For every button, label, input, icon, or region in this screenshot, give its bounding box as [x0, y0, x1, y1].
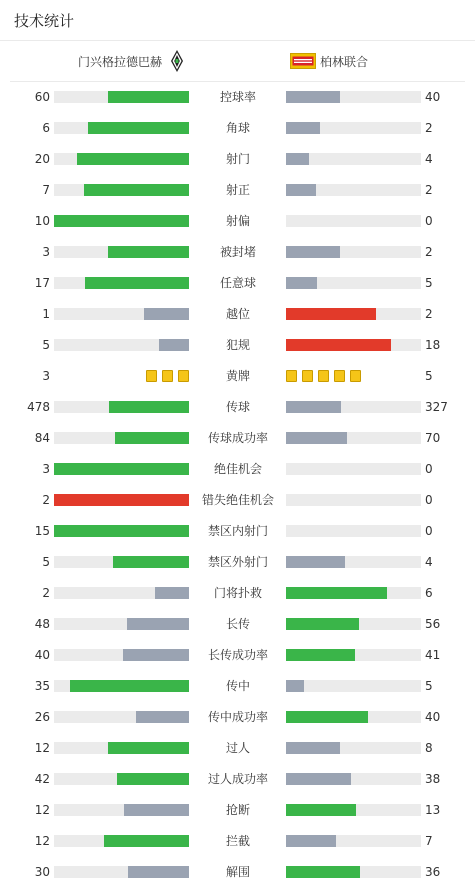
- away-value: 6: [425, 586, 433, 600]
- yellow-card-icon: [146, 370, 157, 382]
- home-value: 3: [42, 462, 50, 476]
- stat-label: 射偏: [225, 214, 250, 228]
- home-bar-track: [54, 91, 189, 103]
- home-bar-track: [54, 277, 189, 289]
- stat-row: [0, 795, 475, 826]
- away-bar-fill: [286, 742, 340, 754]
- stat-row: [0, 640, 475, 671]
- stat-label: 禁区内射门: [207, 524, 268, 538]
- home-bar-fill: [113, 556, 189, 568]
- stat-row: [0, 299, 475, 330]
- away-bar-fill: [286, 866, 360, 878]
- home-bar-fill: [70, 680, 189, 692]
- away-bar-fill: [286, 649, 355, 661]
- stat-label: 犯规: [225, 338, 250, 352]
- home-value: 20: [34, 152, 50, 166]
- away-bar-track: [286, 525, 421, 537]
- stat-row: [0, 237, 475, 268]
- stat-row: [0, 361, 475, 392]
- home-value: 42: [34, 772, 50, 786]
- stat-row: [0, 547, 475, 578]
- away-value: 36: [425, 865, 441, 879]
- away-value: 5: [425, 276, 433, 290]
- stat-row: [0, 609, 475, 640]
- home-bar-track: [54, 153, 189, 165]
- home-bar-fill: [54, 463, 189, 475]
- away-bar-track: [286, 680, 421, 692]
- home-bar-fill: [127, 618, 189, 630]
- home-bar-track: [54, 866, 189, 878]
- stat-label: 传球成功率: [207, 431, 268, 445]
- away-value: 18: [425, 338, 441, 352]
- stat-label: 错失绝佳机会: [201, 493, 274, 507]
- away-bar-track: [286, 277, 421, 289]
- stat-row: [0, 516, 475, 547]
- away-bar-fill: [286, 91, 340, 103]
- away-value: 5: [425, 369, 433, 383]
- away-value: 40: [425, 710, 441, 724]
- home-bar-fill: [77, 153, 189, 165]
- away-bar-track: [286, 711, 421, 723]
- stat-label: 传中成功率: [207, 710, 268, 724]
- home-bar-fill: [88, 122, 189, 134]
- home-bar-fill: [108, 742, 189, 754]
- home-value: 5: [42, 338, 50, 352]
- home-bar-track: [54, 587, 189, 599]
- stat-row: [0, 485, 475, 516]
- team-header: [10, 41, 465, 82]
- away-bar-track: [286, 184, 421, 196]
- page-title: 技术统计: [14, 12, 75, 30]
- away-value: 0: [425, 214, 433, 228]
- home-bar-track: [54, 773, 189, 785]
- away-bar-track: [286, 339, 421, 351]
- home-bar-fill: [123, 649, 189, 661]
- away-bar-track: [286, 463, 421, 475]
- home-bar-track: [54, 804, 189, 816]
- home-bar-track: [54, 308, 189, 320]
- home-bar-fill: [85, 277, 189, 289]
- yellow-card-icon: [302, 370, 313, 382]
- home-team[interactable]: [78, 41, 184, 81]
- away-value: 2: [425, 307, 433, 321]
- home-team-name: 门兴格拉德巴赫: [78, 54, 163, 69]
- stat-label: 抢断: [225, 803, 250, 817]
- stat-label: 被封堵: [219, 245, 256, 259]
- home-value: 3: [42, 245, 50, 259]
- home-value: 5: [42, 555, 50, 569]
- away-value: 70: [425, 431, 441, 445]
- home-value: 12: [34, 741, 50, 755]
- away-bar-fill: [286, 401, 341, 413]
- home-bar-fill: [144, 308, 189, 320]
- home-value: 30: [34, 865, 50, 879]
- home-bar-track: [54, 711, 189, 723]
- stat-label: 过人成功率: [207, 772, 268, 786]
- home-team-crest-icon: [170, 49, 184, 73]
- away-bar-track: [286, 432, 421, 444]
- away-bar-track: [286, 649, 421, 661]
- home-yellow-cards: [146, 370, 189, 382]
- home-bar-track: [54, 618, 189, 630]
- away-value: 327: [425, 400, 448, 414]
- away-bar-track: [286, 866, 421, 878]
- away-bar-track: [286, 835, 421, 847]
- home-value: 7: [42, 183, 50, 197]
- away-yellow-cards: [286, 370, 361, 382]
- away-bar-track: [286, 587, 421, 599]
- away-value: 41: [425, 648, 441, 662]
- home-bar-fill: [115, 432, 189, 444]
- away-bar-track: [286, 91, 421, 103]
- away-bar-fill: [286, 711, 368, 723]
- home-value: 60: [34, 90, 50, 104]
- away-bar-fill: [286, 432, 347, 444]
- away-bar-fill: [286, 153, 309, 165]
- home-value: 3: [42, 369, 50, 383]
- home-value: 84: [34, 431, 50, 445]
- stat-row: [0, 454, 475, 485]
- stat-label: 越位: [225, 307, 250, 321]
- home-value: 478: [27, 400, 50, 414]
- stat-label: 黄牌: [225, 369, 250, 383]
- stat-row: [0, 82, 475, 113]
- away-value: 4: [425, 555, 433, 569]
- away-bar-track: [286, 556, 421, 568]
- home-value: 48: [34, 617, 50, 631]
- home-value: 35: [34, 679, 50, 693]
- home-bar-fill: [108, 246, 189, 258]
- stat-row: [0, 423, 475, 454]
- home-value: 2: [42, 586, 50, 600]
- home-value: 1: [42, 307, 50, 321]
- stat-label: 传球: [225, 400, 250, 414]
- yellow-card-icon: [178, 370, 189, 382]
- away-value: 56: [425, 617, 441, 631]
- away-bar-track: [286, 153, 421, 165]
- stat-label: 传中: [225, 679, 250, 693]
- away-value: 38: [425, 772, 441, 786]
- away-bar-fill: [286, 246, 340, 258]
- away-bar-fill: [286, 835, 336, 847]
- stat-label: 长传: [225, 617, 250, 631]
- home-bar-fill: [117, 773, 189, 785]
- away-value: 2: [425, 245, 433, 259]
- away-value: 4: [425, 152, 433, 166]
- stat-row: [0, 702, 475, 733]
- away-bar-track: [286, 308, 421, 320]
- yellow-card-icon: [350, 370, 361, 382]
- away-bar-track: [286, 742, 421, 754]
- stat-label: 拦截: [225, 834, 250, 848]
- stat-row: [0, 144, 475, 175]
- home-bar-track: [54, 401, 189, 413]
- yellow-card-icon: [318, 370, 329, 382]
- away-value: 2: [425, 121, 433, 135]
- stat-label: 控球率: [219, 90, 256, 104]
- away-value: 40: [425, 90, 441, 104]
- away-team-crest-icon: [290, 53, 316, 69]
- yellow-card-icon: [334, 370, 345, 382]
- home-bar-track: [54, 339, 189, 351]
- away-value: 7: [425, 834, 433, 848]
- away-bar-fill: [286, 618, 359, 630]
- home-value: 2: [42, 493, 50, 507]
- stat-row: [0, 392, 475, 423]
- home-value: 40: [34, 648, 50, 662]
- stat-row: [0, 330, 475, 361]
- home-bar-fill: [54, 494, 189, 506]
- stat-label: 长传成功率: [207, 648, 268, 662]
- home-bar-track: [54, 184, 189, 196]
- home-bar-fill: [155, 587, 189, 599]
- home-bar-fill: [54, 215, 189, 227]
- away-bar-track: [286, 804, 421, 816]
- home-value: 10: [34, 214, 50, 228]
- away-value: 13: [425, 803, 441, 817]
- home-bar-track: [54, 494, 189, 506]
- stat-label: 任意球: [219, 276, 256, 290]
- away-bar-fill: [286, 339, 391, 351]
- away-value: 2: [425, 183, 433, 197]
- home-bar-track: [54, 835, 189, 847]
- away-bar-fill: [286, 308, 376, 320]
- home-bar-track: [54, 742, 189, 754]
- home-bar-fill: [84, 184, 189, 196]
- away-value: 5: [425, 679, 433, 693]
- home-bar-fill: [128, 866, 189, 878]
- home-bar-fill: [109, 401, 189, 413]
- stat-row: [0, 268, 475, 299]
- away-bar-track: [286, 215, 421, 227]
- stat-row: [0, 113, 475, 144]
- stat-label: 解围: [225, 865, 250, 879]
- away-bar-fill: [286, 277, 317, 289]
- stat-row: [0, 206, 475, 237]
- stat-row: [0, 175, 475, 206]
- page-header: [0, 0, 475, 41]
- stat-label: 角球: [225, 121, 250, 135]
- home-bar-track: [54, 525, 189, 537]
- yellow-card-icon: [286, 370, 297, 382]
- home-bar-fill: [136, 711, 189, 723]
- away-value: 0: [425, 462, 433, 476]
- away-bar-fill: [286, 680, 304, 692]
- stat-row: [0, 857, 475, 888]
- home-bar-track: [54, 246, 189, 258]
- home-bar-track: [54, 215, 189, 227]
- stat-row: [0, 578, 475, 609]
- away-value: 8: [425, 741, 433, 755]
- home-bar-fill: [108, 91, 189, 103]
- home-bar-fill: [159, 339, 189, 351]
- away-bar-track: [286, 494, 421, 506]
- home-value: 15: [34, 524, 50, 538]
- stat-label: 门将扑救: [213, 586, 262, 600]
- stat-row: [0, 826, 475, 857]
- away-bar-track: [286, 401, 421, 413]
- away-bar-fill: [286, 773, 351, 785]
- home-value: 6: [42, 121, 50, 135]
- home-bar-track: [54, 649, 189, 661]
- home-bar-track: [54, 556, 189, 568]
- stat-label: 禁区外射门: [207, 555, 268, 569]
- home-bar-track: [54, 680, 189, 692]
- stat-row: [0, 764, 475, 795]
- yellow-card-icon: [162, 370, 173, 382]
- away-value: 0: [425, 493, 433, 507]
- away-bar-fill: [286, 122, 320, 134]
- stat-row: [0, 733, 475, 764]
- away-bar-track: [286, 246, 421, 258]
- away-value: 0: [425, 524, 433, 538]
- stat-row: [0, 671, 475, 702]
- home-value: 12: [34, 803, 50, 817]
- stat-label: 射正: [225, 183, 250, 197]
- home-bar-track: [54, 122, 189, 134]
- stat-label: 射门: [225, 152, 250, 166]
- stat-label: 过人: [225, 741, 250, 755]
- away-bar-fill: [286, 556, 345, 568]
- away-team-name: 柏林联合: [320, 54, 369, 69]
- away-bar-track: [286, 618, 421, 630]
- home-bar-fill: [124, 804, 189, 816]
- home-bar-fill: [104, 835, 189, 847]
- stat-label: 绝佳机会: [213, 462, 262, 476]
- away-bar-fill: [286, 184, 316, 196]
- home-bar-track: [54, 432, 189, 444]
- home-value: 12: [34, 834, 50, 848]
- home-value: 17: [34, 276, 50, 290]
- home-value: 26: [34, 710, 50, 724]
- away-bar-fill: [286, 587, 387, 599]
- away-bar-track: [286, 122, 421, 134]
- away-bar-track: [286, 773, 421, 785]
- home-bar-track: [54, 463, 189, 475]
- away-bar-fill: [286, 804, 356, 816]
- home-bar-fill: [54, 525, 189, 537]
- away-team[interactable]: [290, 41, 368, 81]
